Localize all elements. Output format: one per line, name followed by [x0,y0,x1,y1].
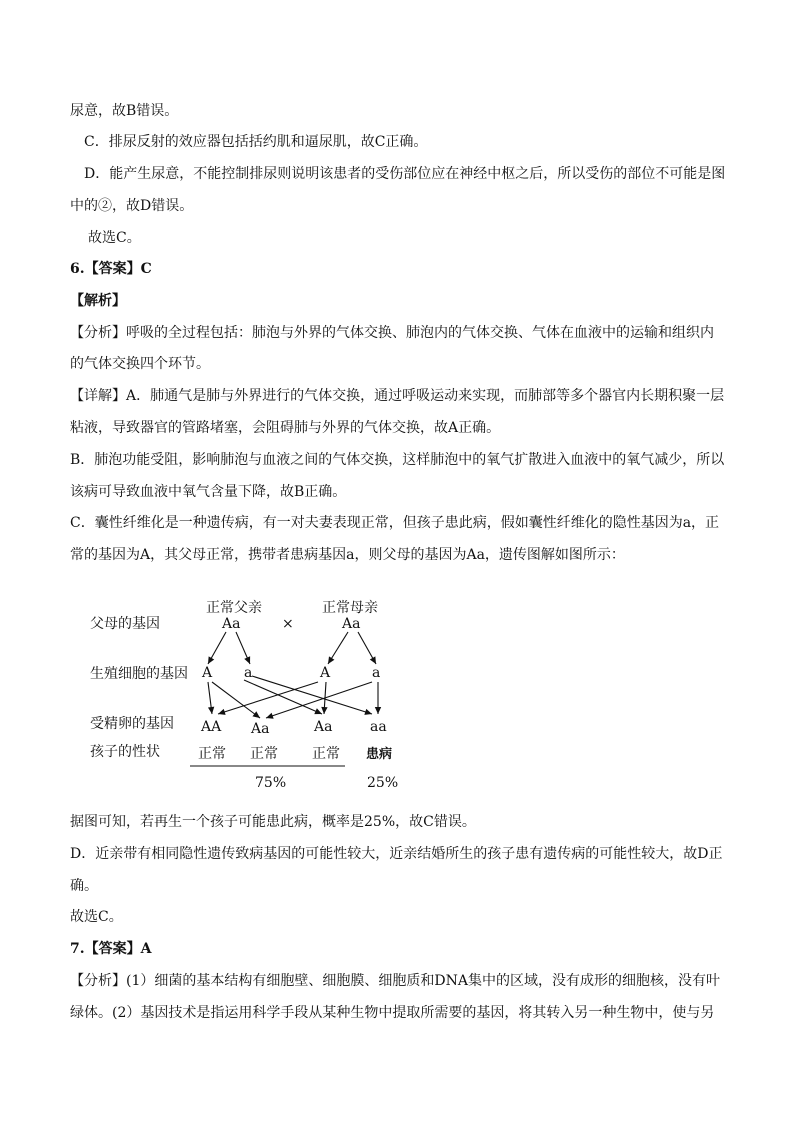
mother-label: 正常母亲 [322,600,378,616]
gamete-father-a: a [244,665,253,681]
zygote-AA: AA [201,719,222,735]
paragraph-line: C．囊性纤维化是一种遗传病，有一对夫妻表现正常，但孩子患此病，假如囊性纤维化的隐性基因为a，正 [70,515,720,531]
arrow-father-to-A [208,632,226,664]
answer-heading: 6.【答案】C [70,261,152,277]
percent-normal: 75% [255,775,287,791]
arrow-mother-to-A [328,632,348,664]
cross-arrows [208,632,381,719]
paragraph-line: 【分析】呼吸的全过程包括：肺泡与外界的气体交换、肺泡内的气体交换、气体在血液中的运输和组织内 [70,325,714,341]
percent-affected: 25% [367,775,399,791]
paragraph-line: D．近亲带有相同隐性遗传致病基因的可能性较大，近亲结婚所生的孩子患有遗传病的可能性较大，故D正 [70,846,723,862]
arrow-mother-to-a [358,632,376,664]
paragraph-line: D．能产生尿意，不能控制排尿则说明该患者的受伤部位应在神经中枢之后，所以受伤的部位不可能是图 [84,166,726,182]
cross-symbol: × [282,616,294,632]
arrow-fA-to-Aa1 [212,682,260,718]
paragraph-line: C．排尿反射的效应器包括括约肌和逼尿肌，故C正确。 [84,134,428,150]
paragraph-line: 常的基因为A，其父母正常，携带者患病基因a，则父母的基因为Aa，遗传图解如图所示： [70,547,625,563]
trait-normal-3: 正常 [312,746,340,762]
zygote-Aa-1: Aa [251,721,270,737]
paragraph-line: 的气体交换四个环节。 [70,356,210,372]
father-label: 正常父亲 [206,600,262,616]
trait-normal-1: 正常 [198,746,226,762]
arrow-ma-to-aa [375,682,381,714]
paragraph-line: 故选C。 [70,909,123,925]
paragraph-line: 该病可导致血液中氧气含量下降，故B正确。 [70,484,347,500]
zygote-aa: aa [370,719,387,735]
arrow-father-to-a [236,632,250,664]
paragraph-line: 故选C。 [88,230,141,246]
paragraph-line: 尿意，故B错误。 [70,103,179,119]
mother-genotype: Aa [342,616,361,632]
trait-normal-2: 正常 [250,746,278,762]
zygote-Aa-2: Aa [314,719,333,735]
paragraph-line: 据图可知，若再生一个孩子可能患此病，概率是25%，故C错误。 [70,814,476,830]
arrow-mA-to-AA [218,682,318,715]
arrow-fA-to-AA [208,682,214,714]
gamete-mother-A: A [320,665,331,681]
row-label-gametes: 生殖细胞的基因 [90,666,188,682]
paragraph-line: 绿体。(2）基因技术是指运用科学手段从某种生物中提取所需要的基因，将其转入另一种生物中，使与另 [70,1005,715,1021]
gamete-father-A: A [202,665,213,681]
paragraph-line: 【分析】(1）细菌的基本结构有细胞壁、细胞膜、细胞质和DNA集中的区域，没有成形的细胞核，没有叶 [70,973,720,989]
paragraph-line: B．肺泡功能受阻，影响肺泡与血液之间的气体交换，这样肺泡中的氧气扩散进入血液中的氧气减少，所以 [70,452,725,468]
arrow-fa-to-Aa2 [244,680,322,714]
gamete-mother-a: a [372,665,381,681]
paragraph-line: 确。 [70,878,98,894]
analysis-heading: 【解析】 [70,293,126,309]
row-label-traits: 孩子的性状 [90,744,160,760]
paragraph-line: 中的②，故D错误。 [70,198,194,214]
trait-affected: 患病 [366,747,393,762]
row-label-parents: 父母的基因 [90,616,160,632]
paragraph-line: 粘液，导致器官的管路堵塞，会阻碍肺与外界的气体交换，故A正确。 [70,420,501,436]
paragraph-line: 【详解】A．肺通气是肺与外界进行的气体交换，通过呼吸运动来实现，而肺部等多个器官内长期积聚一层 [70,388,725,404]
father-genotype: Aa [222,616,241,632]
row-label-zygotes: 受精卵的基因 [90,716,174,732]
answer-heading: 7.【答案】A [70,941,152,957]
